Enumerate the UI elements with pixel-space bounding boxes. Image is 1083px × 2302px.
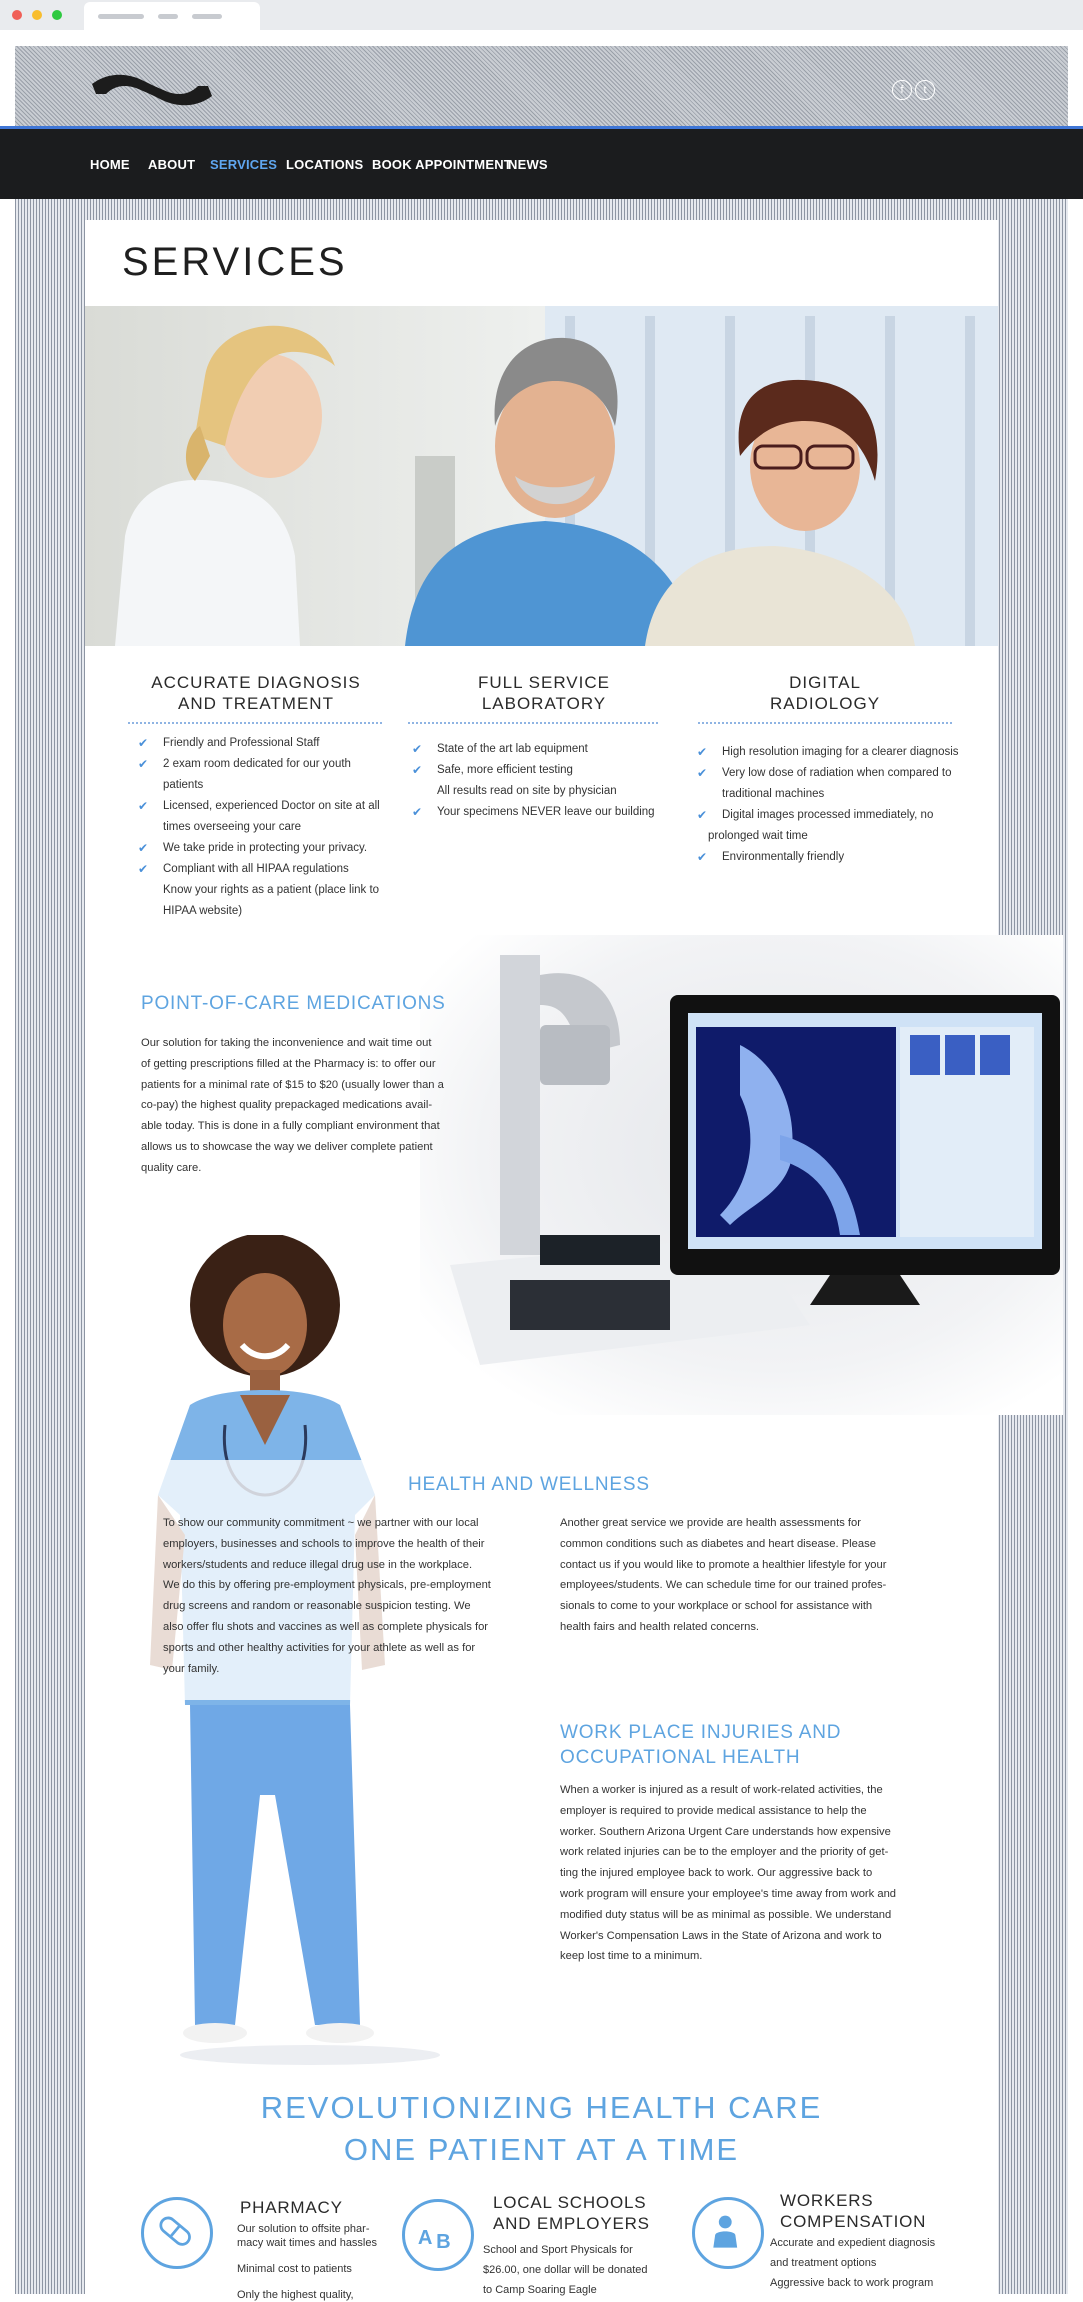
worker-person-icon: [692, 2197, 764, 2269]
svg-text:A: A: [417, 2227, 433, 2250]
point-of-care-title: POINT-OF-CARE MEDICATIONS: [141, 993, 446, 1014]
page-title: SERVICES: [122, 240, 348, 284]
list-item: ✔ We take pride in protecting your privacy.: [138, 838, 398, 859]
checkmark-icon: ✔: [697, 850, 708, 864]
local-schools-title: LOCAL SCHOOLS AND EMPLOYERS: [493, 2193, 650, 2233]
nav-home[interactable]: HOME: [90, 157, 130, 172]
maximize-window-icon[interactable]: [52, 10, 62, 20]
health-wellness-left-text: To show our community commitment ~ we partner with our local employers, businesses and schools to improve the health of their workers/students and reduce illegal drug use in the workplace. We do this by offering pre-employment physicals, pre-employment drug screens and random or reasonable suspicion testing. We also offer flu shots and vaccines as well as complete physicals for sports and other healthy activities for your athlete as well as for your family.: [163, 1517, 491, 1675]
checkmark-icon: ✔: [138, 862, 149, 876]
list-item: ✔ State of the art lab equipment: [412, 739, 672, 760]
close-window-icon[interactable]: [12, 10, 22, 20]
nav-news[interactable]: NEWS: [508, 157, 548, 172]
checkmark-icon: ✔: [697, 745, 708, 759]
health-wellness-title: HEALTH AND WELLNESS: [408, 1474, 650, 1495]
abc-blocks-icon: [402, 2199, 474, 2271]
checkmark-icon: ✔: [138, 757, 149, 771]
work-place-injuries-title: WORK PLACE INJURIES AND OCCUPATIONAL HEALTH: [560, 1722, 842, 1768]
pharmacy-text: Our solution to offsite phar- macy wait times and hassles Minimal cost to patients Only the highest quality,: [237, 2223, 377, 2301]
hipaa-link[interactable]: Know your rights as a patient (place link to: [163, 884, 380, 896]
local-schools-text: School and Sport Physicals for $26.00, one dollar will be donated to Camp Soaring Eagle: [483, 2244, 648, 2296]
browser-tab[interactable]: [84, 2, 260, 30]
nav-locations[interactable]: LOCATIONS: [286, 157, 364, 172]
list-item: ✔ Digital images processed immediately, no: [697, 805, 977, 826]
checkmark-icon: ✔: [138, 799, 149, 813]
work-place-injuries-text: When a worker is injured as a result of work-related activities, the employer is required to provide medical assistance to help the worker. Southern Arizona Urgent Care understands how expensive work related injuries can be to the employer and the priority of get- ting the injured employee back to work. Our aggressive back to work program will ensure your employee's time away from work and modified duty status will be as minimal as possible. We understand Worker's Compensation Laws in the State of Arizona and work to keep lost time to a minimum.: [560, 1784, 897, 1963]
checkmark-icon: ✔: [697, 808, 708, 822]
list-item: All results read on site by physician: [437, 785, 617, 797]
nav-about[interactable]: ABOUT: [148, 157, 196, 172]
checkmark-icon: ✔: [412, 763, 423, 777]
list-item: ✔ Licensed, experienced Doctor on site at all: [138, 796, 398, 817]
laboratory-feature-list: [412, 739, 672, 823]
list-item: ✔ Your specimens NEVER leave our building: [412, 802, 672, 823]
pharmacy-title: PHARMACY: [240, 2198, 343, 2217]
accurate-diagnosis-title: ACCURATE DIAGNOSIS AND TREATMENT: [151, 673, 361, 713]
revolutionizing-heading: REVOLUTIONIZING HEALTH CARE ONE PATIENT AT A TIME: [260, 2090, 823, 2167]
nav-services[interactable]: SERVICES: [210, 157, 278, 172]
checkmark-icon: ✔: [412, 742, 423, 756]
list-item: ✔ Environmentally friendly: [697, 847, 977, 868]
svg-text:B: B: [436, 2230, 451, 2253]
browser-chrome: [0, 0, 1083, 30]
list-item: ✔ High resolution imaging for a clearer diagnosis: [697, 742, 977, 763]
radiology-feature-list: [697, 742, 977, 868]
health-wellness-right-text: Another great service we provide are health assessments for common conditions such as diabetes and heart disease. Please contact us if you would like to promote a healthier lifestyle for your employees/students. We can schedule time for our trained profes- sionals to come to your workplace or school for assistance with health fairs and health related concerns.: [560, 1517, 887, 1633]
column-divider: [698, 722, 952, 724]
list-item: patients: [163, 779, 204, 791]
checkmark-icon: ✔: [138, 736, 149, 750]
point-of-care-text: Our solution for taking the inconvenience and wait time out of getting prescriptions filled at the Pharmacy is: to offer our patients for a minimal rate of $15 to $20 (usually lower than a co-pay) the highest quality prepackaged medications avail- able today. This is done in a fully compliant environment that allows us to showcase the way we deliver complete patient quality care.: [141, 1037, 444, 1174]
main-navigation: [0, 126, 1083, 199]
checkmark-icon: ✔: [138, 841, 149, 855]
checkmark-icon: ✔: [697, 766, 708, 780]
column-divider: [128, 722, 382, 724]
list-item: ✔ Friendly and Professional Staff: [138, 733, 398, 754]
workers-compensation-title: WORKERS COMPENSATION: [780, 2191, 927, 2231]
hipaa-link[interactable]: HIPAA website): [163, 905, 243, 917]
list-item: traditional machines: [722, 788, 825, 800]
column-divider: [408, 722, 658, 724]
checkmark-icon: ✔: [412, 805, 423, 819]
full-service-laboratory-title: FULL SERVICE LABORATORY: [478, 673, 610, 713]
nav-book-appointment[interactable]: BOOK APPOINTMENT: [372, 157, 512, 172]
pill-icon: [141, 2197, 213, 2269]
facebook-icon[interactable]: f: [892, 80, 912, 100]
twitter-icon[interactable]: t: [915, 80, 935, 100]
list-item: times overseeing your care: [163, 821, 302, 833]
hero-image-doctor-with-patients: [85, 306, 998, 646]
workers-compensation-text: Accurate and expedient diagnosis and treatment options Aggressive back to work program: [770, 2237, 936, 2289]
diagnosis-feature-list: [138, 733, 398, 922]
list-item: ✔ Safe, more efficient testing: [412, 760, 672, 781]
digital-radiology-title: DIGITAL RADIOLOGY: [769, 673, 881, 713]
list-item: prolonged wait time: [708, 830, 808, 842]
list-item: ✔ Very low dose of radiation when compared to: [697, 763, 977, 784]
xray-equipment-image: [420, 935, 1063, 1415]
list-item: ✔ 2 exam room dedicated for our youth: [138, 754, 398, 775]
list-item: ✔ Compliant with all HIPAA regulations: [138, 859, 398, 880]
logo-hands-icon[interactable]: [88, 70, 216, 110]
minimize-window-icon[interactable]: [32, 10, 42, 20]
